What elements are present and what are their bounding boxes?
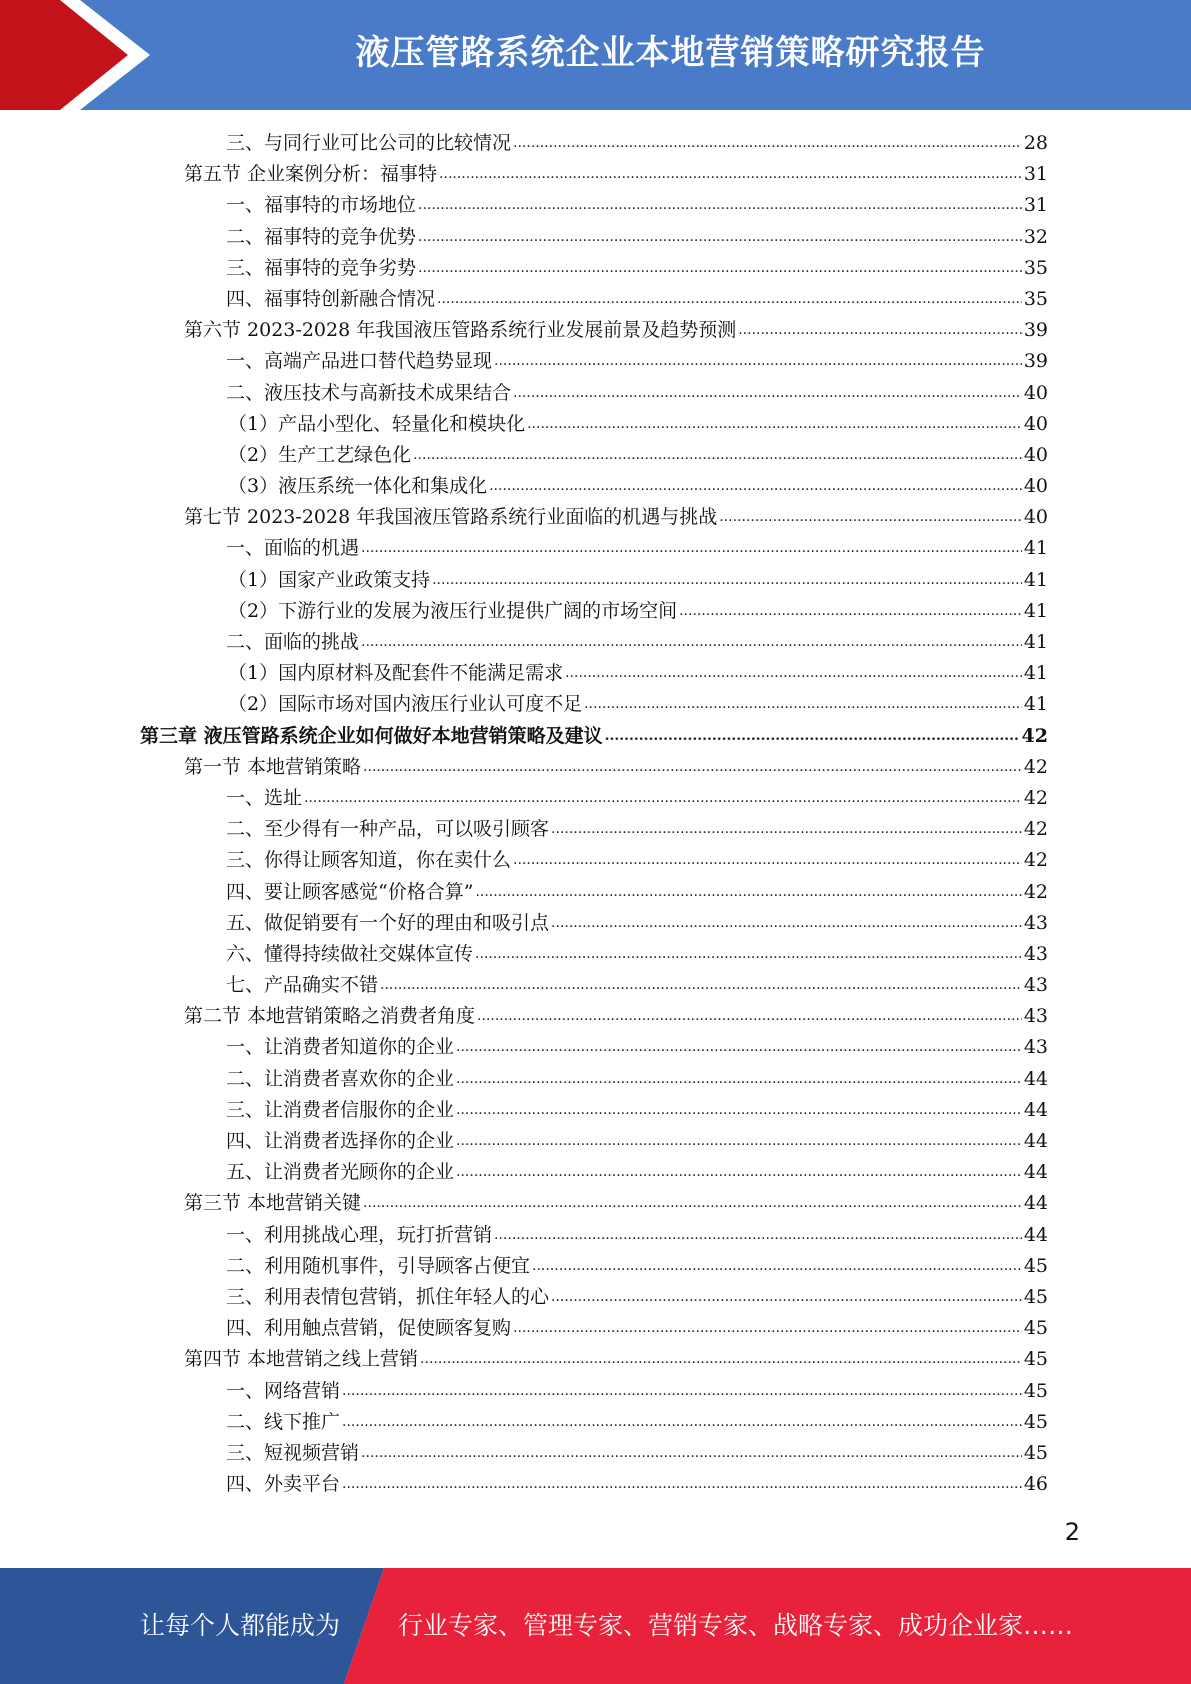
toc-entry[interactable]: [140, 939, 1048, 970]
toc-entry[interactable]: [140, 533, 1048, 564]
toc-entry[interactable]: [140, 721, 1048, 752]
toc-dot-leader: [513, 126, 1022, 159]
toc-dot-leader: [361, 531, 1022, 564]
toc-entry[interactable]: [140, 1438, 1048, 1469]
toc-entry[interactable]: [140, 908, 1048, 939]
toc-entry-label: 一、面临的机遇: [226, 537, 360, 560]
toc-entry[interactable]: [140, 1001, 1048, 1032]
toc-entry-page: 35: [1023, 287, 1048, 310]
toc-entry-label: 三、你得让顾客知道，你在卖什么: [226, 849, 512, 872]
toc-dot-leader: [432, 563, 1022, 596]
toc-entry[interactable]: [140, 315, 1048, 346]
toc-entry-page: 41: [1023, 631, 1048, 653]
toc-entry-page: 41: [1023, 662, 1048, 685]
toc-entry-label: （1）产品小型化、轻量化和模块化: [228, 412, 526, 435]
toc-entry-page: 44: [1023, 1098, 1048, 1121]
toc-entry-label: 一、选址: [226, 786, 303, 809]
toc-entry-page: 42: [1023, 818, 1048, 841]
toc-dot-leader: [477, 999, 1022, 1032]
toc-entry-page: 35: [1023, 256, 1048, 279]
toc-entry-page: 42: [1023, 880, 1048, 903]
toc-entry-label: 三、短视频营销: [226, 1441, 360, 1464]
footer-slogan-right: 行业专家、管理专家、营销专家、战略专家、成功企业家……: [398, 1611, 1074, 1640]
page-footer: [0, 1568, 1191, 1684]
toc-entry[interactable]: [140, 845, 1048, 876]
toc-entry-page: 28: [1023, 132, 1048, 154]
toc-dot-leader: [456, 1030, 1022, 1063]
toc-entry-page: 45: [1023, 1317, 1048, 1340]
toc-entry-label: 四、要让顾客感觉“价格合算”: [226, 880, 474, 903]
toc-entry[interactable]: [140, 752, 1048, 783]
toc-entry-label: 二、液压技术与高新技术成果结合: [226, 381, 512, 404]
toc-entry[interactable]: [140, 783, 1048, 814]
toc-entry[interactable]: [140, 128, 1048, 159]
toc-entry-label: 第二节 本地营销策略之消费者角度: [184, 1005, 476, 1028]
footer-slogan-left: 让每个人都能成为: [140, 1611, 341, 1640]
toc-entry[interactable]: [140, 1032, 1048, 1063]
toc-dot-leader: [342, 1467, 1022, 1500]
toc-entry-page: 43: [1023, 974, 1048, 997]
toc-dot-leader: [456, 1155, 1022, 1188]
toc-entry[interactable]: [140, 159, 1048, 190]
toc-dot-leader: [456, 1062, 1022, 1095]
toc-entry-page: 46: [1023, 1473, 1048, 1496]
toc-entry-label: 二、福事特的竞争优势: [226, 225, 417, 248]
toc-dot-leader: [513, 1311, 1022, 1344]
toc-entry-label: 三、利用表情包营销，抓住年轻人的心: [226, 1285, 550, 1308]
toc-entry-label: 七、产品确实不错: [226, 974, 379, 997]
toc-entry-page: 45: [1023, 1348, 1048, 1371]
toc-dot-leader: [513, 843, 1022, 876]
toc-dot-leader: [513, 376, 1022, 409]
toc-dot-leader: [418, 220, 1022, 253]
toc-entry-page: 42: [1023, 755, 1048, 778]
toc-entry[interactable]: [140, 627, 1048, 658]
toc-entry[interactable]: [140, 1313, 1048, 1344]
toc-entry-label: 二、面临的挑战: [226, 631, 360, 653]
toc-entry-label: 三、福事特的竞争劣势: [226, 256, 417, 279]
toc-dot-leader: [551, 1280, 1022, 1313]
toc-entry-label: 二、线下推广: [226, 1410, 341, 1433]
toc-entry-page: 43: [1023, 1005, 1048, 1028]
toc-entry-label: 一、高端产品进口替代趋势显现: [226, 350, 493, 373]
toc-entry-page: 31: [1023, 163, 1048, 186]
toc-entry[interactable]: [140, 596, 1048, 627]
toc-entry-label: 一、让消费者知道你的企业: [226, 1036, 455, 1059]
toc-entry[interactable]: [140, 1407, 1048, 1438]
toc-entry-page: 43: [1023, 911, 1048, 934]
toc-entry-page: 40: [1023, 475, 1048, 498]
toc-dot-leader: [361, 625, 1022, 658]
toc-entry[interactable]: [140, 1126, 1048, 1157]
toc-dot-leader: [380, 968, 1022, 1001]
table-of-contents: [140, 128, 1048, 1500]
toc-entry-label: 第三节 本地营销关键: [184, 1192, 362, 1215]
toc-entry[interactable]: [140, 378, 1048, 409]
toc-entry[interactable]: [140, 565, 1048, 596]
toc-entry[interactable]: [140, 689, 1048, 720]
toc-entry[interactable]: [140, 1251, 1048, 1282]
toc-dot-leader: [456, 1093, 1022, 1126]
toc-entry-label: 二、至少得有一种产品，可以吸引顾客: [226, 818, 550, 841]
toc-dot-leader: [494, 344, 1022, 377]
toc-entry-page: 31: [1023, 194, 1048, 217]
toc-entry-page: 39: [1023, 319, 1048, 342]
toc-dot-leader: [475, 875, 1021, 908]
toc-entry-page: 41: [1023, 693, 1048, 716]
toc-dot-leader: [363, 750, 1022, 783]
toc-entry-page: 44: [1023, 1161, 1048, 1184]
toc-entry[interactable]: [140, 409, 1048, 440]
toc-entry-page: 39: [1023, 350, 1048, 373]
toc-entry-label: 二、利用随机事件，引导顾客占便宜: [226, 1254, 531, 1277]
toc-dot-leader: [679, 594, 1022, 627]
toc-entry-label: 六、懂得持续做社交媒体宣传: [226, 942, 474, 965]
toc-entry-label: 五、做促销要有一个好的理由和吸引点: [226, 911, 550, 934]
toc-entry[interactable]: [140, 253, 1048, 284]
toc-entry-label: 四、利用触点营销，促使顾客复购: [226, 1317, 512, 1340]
toc-entry[interactable]: [140, 877, 1048, 908]
toc-dot-leader: [437, 282, 1022, 315]
toc-entry[interactable]: [140, 1376, 1048, 1407]
toc-dot-leader: [551, 812, 1022, 845]
toc-entry[interactable]: [140, 1157, 1048, 1188]
toc-dot-leader: [605, 719, 1020, 752]
toc-dot-leader: [420, 1342, 1022, 1375]
toc-dot-leader: [532, 1249, 1022, 1282]
toc-dot-leader: [489, 469, 1022, 502]
toc-entry-page: 45: [1023, 1285, 1048, 1308]
toc-entry-page: 40: [1023, 443, 1048, 466]
toc-entry[interactable]: [140, 346, 1048, 377]
toc-dot-leader: [413, 438, 1022, 471]
toc-entry-page: 40: [1023, 381, 1048, 404]
toc-dot-leader: [304, 781, 1022, 814]
toc-entry-label: 三、让消费者信服你的企业: [226, 1098, 455, 1121]
toc-entry-page: 40: [1023, 412, 1048, 435]
toc-dot-leader: [719, 500, 1022, 533]
toc-dot-leader: [584, 687, 1022, 720]
toc-entry-label: 四、福事特创新融合情况: [226, 287, 436, 310]
toc-entry-page: 45: [1023, 1379, 1048, 1402]
toc-entry-label: （1）国家产业政策支持: [228, 568, 431, 591]
toc-dot-leader: [418, 251, 1022, 284]
toc-dot-leader: [418, 188, 1022, 221]
toc-entry-label: 第六节 2023-2028 年我国液压管路系统行业发展前景及趋势预测: [184, 319, 737, 342]
toc-entry-page: 45: [1023, 1254, 1048, 1277]
toc-entry-label: （2）国际市场对国内液压行业认可度不足: [228, 693, 583, 716]
toc-entry-page: 42: [1023, 786, 1048, 809]
toc-entry-label: 第七节 2023-2028 年我国液压管路系统行业面临的机遇与挑战: [184, 506, 718, 529]
toc-entry-page: 40: [1023, 506, 1048, 529]
toc-entry-page: 44: [1023, 1192, 1048, 1215]
toc-entry-label: 第三章 液压管路系统企业如何做好本地营销策略及建议: [140, 724, 603, 747]
toc-entry-label: 第一节 本地营销策略: [184, 755, 362, 778]
toc-entry-label: 五、让消费者光顾你的企业: [226, 1161, 455, 1184]
toc-entry-page: 45: [1023, 1441, 1048, 1464]
toc-entry[interactable]: [140, 814, 1048, 845]
toc-entry-label: 一、福事特的市场地位: [226, 194, 417, 217]
toc-entry-label: 三、与同行业可比公司的比较情况: [226, 132, 512, 154]
toc-entry[interactable]: [140, 1220, 1048, 1251]
toc-entry-page: 41: [1023, 537, 1048, 560]
toc-entry[interactable]: [140, 1282, 1048, 1313]
toc-dot-leader: [527, 407, 1022, 440]
toc-entry[interactable]: [140, 222, 1048, 253]
toc-entry-label: （2）生产工艺绿色化: [228, 443, 412, 466]
toc-entry[interactable]: [140, 658, 1048, 689]
toc-entry[interactable]: [140, 1469, 1048, 1500]
toc-dot-leader: [551, 906, 1022, 939]
toc-dot-leader: [475, 937, 1022, 970]
toc-entry-page: 42: [1023, 849, 1048, 872]
toc-entry-page: 32: [1023, 225, 1048, 248]
toc-dot-leader: [361, 1436, 1022, 1469]
toc-dot-leader: [738, 313, 1022, 346]
toc-entry[interactable]: [140, 284, 1048, 315]
toc-entry-label: 四、外卖平台: [226, 1473, 341, 1496]
toc-entry-label: 第四节 本地营销之线上营销: [184, 1348, 419, 1371]
toc-entry-page: 42: [1021, 724, 1048, 747]
toc-entry-label: 二、让消费者喜欢你的企业: [226, 1067, 455, 1090]
toc-dot-leader: [363, 1186, 1022, 1219]
toc-entry-page: 41: [1023, 599, 1048, 622]
toc-entry[interactable]: [140, 1064, 1048, 1095]
page-header: [0, 0, 1191, 110]
report-title: 液压管路系统企业本地营销策略研究报告: [355, 33, 986, 73]
toc-dot-leader: [342, 1405, 1022, 1438]
toc-dot-leader: [456, 1124, 1022, 1157]
toc-entry-page: 44: [1023, 1130, 1048, 1152]
toc-dot-leader: [494, 1218, 1022, 1251]
toc-entry-page: 43: [1023, 1036, 1048, 1059]
toc-entry-page: 41: [1023, 568, 1048, 591]
toc-dot-leader: [565, 656, 1022, 689]
toc-entry[interactable]: [140, 440, 1048, 471]
toc-entry-page: 44: [1023, 1067, 1048, 1090]
toc-entry-label: 一、利用挑战心理，玩打折营销: [226, 1223, 493, 1246]
toc-entry-page: 44: [1023, 1223, 1048, 1246]
toc-entry-label: 一、网络营销: [226, 1379, 341, 1402]
toc-entry[interactable]: [140, 970, 1048, 1001]
toc-entry[interactable]: [140, 471, 1048, 502]
toc-dot-leader: [342, 1374, 1022, 1407]
toc-entry-label: （3）液压系统一体化和集成化: [228, 475, 488, 498]
page-number: 2: [1064, 1518, 1080, 1546]
toc-entry[interactable]: [140, 190, 1048, 221]
toc-entry[interactable]: [140, 502, 1048, 533]
toc-entry-page: 45: [1023, 1410, 1048, 1433]
toc-entry[interactable]: [140, 1188, 1048, 1219]
toc-entry[interactable]: [140, 1095, 1048, 1126]
toc-entry-label: 第五节 企业案例分析：福事特: [184, 163, 438, 186]
toc-dot-leader: [439, 157, 1022, 190]
toc-entry-label: 四、让消费者选择你的企业: [226, 1130, 455, 1152]
toc-entry-page: 43: [1023, 942, 1048, 965]
toc-entry[interactable]: [140, 1344, 1048, 1375]
toc-entry-label: （1）国内原材料及配套件不能满足需求: [228, 662, 564, 685]
toc-entry-label: （2）下游行业的发展为液压行业提供广阔的市场空间: [228, 599, 678, 622]
